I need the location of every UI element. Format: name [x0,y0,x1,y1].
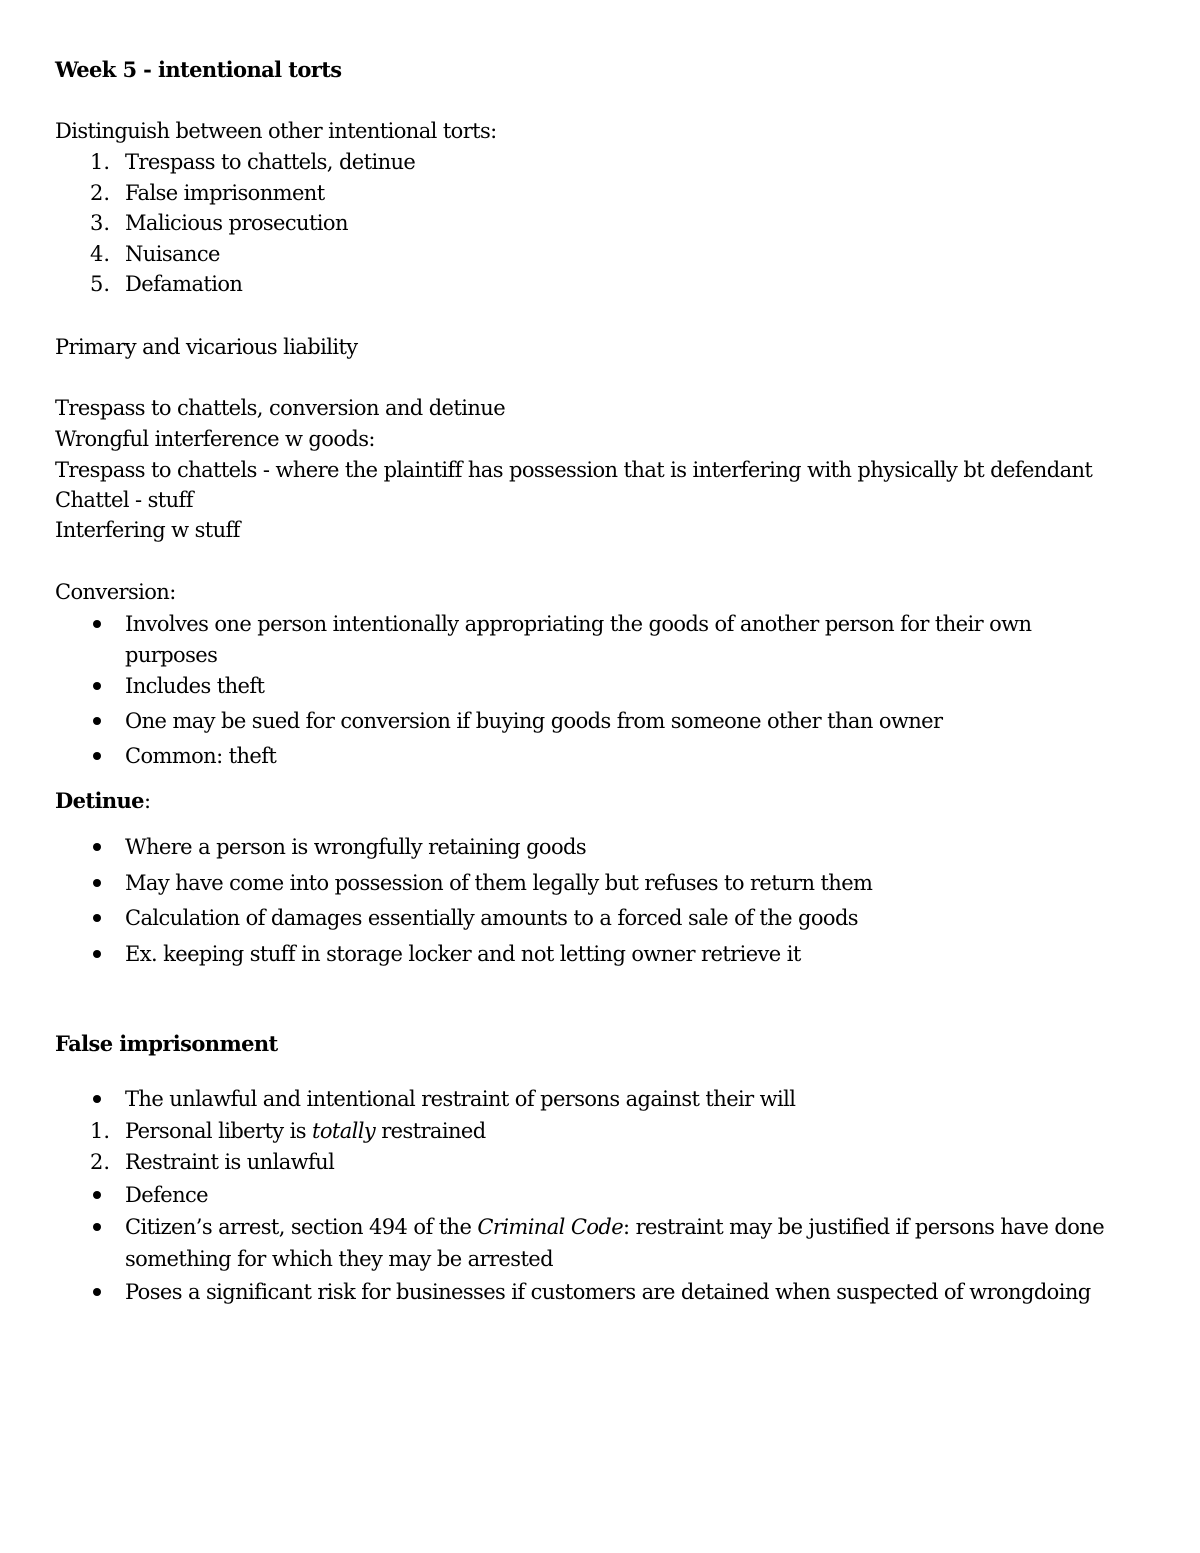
emphasis-text: totally [312,1119,376,1143]
list-item-text: May have come into possession of them legally but refuses to return them [125,871,873,895]
text-run: Personal liberty is [125,1119,312,1143]
list-number: 2. [89,181,110,205]
liability-line: Primary and vicarious liability [55,335,358,359]
bullet-icon [93,620,101,628]
list-number: 3. [89,211,110,235]
bullet-icon [93,950,101,958]
list-number: 1. [89,150,110,174]
conversion-heading: Conversion: [55,580,176,604]
list-item-text: Trespass to chattels, detinue [125,150,416,174]
bullet-icon [93,1223,101,1231]
list-number: 1. [89,1119,110,1143]
page-title: Week 5 - intentional torts [55,57,342,82]
detinue-heading [55,787,150,815]
detinue-heading-colon: : [143,789,151,813]
text-run: : restraint may be justified if persons have done [623,1215,1105,1239]
trespass-line: Wrongful interference w goods: [55,427,375,451]
list-item-text: Common: theft [125,744,277,768]
list-number: 2. [89,1150,110,1174]
list-item-text: Where a person is wrongfully retaining goods [125,835,587,859]
list-item-text: False imprisonment [125,181,325,205]
list-item-text: Includes theft [125,674,265,698]
list-item-text: Nuisance [125,242,220,266]
bullet-icon [93,1095,101,1103]
list-item-text: Restraint is unlawful [125,1150,335,1174]
bullet-icon [93,1191,101,1199]
list-item-text: Calculation of damages essentially amounts to a forced sale of the goods [125,906,858,930]
emphasis-text: Criminal Code [477,1215,624,1239]
list-item-text: Poses a significant risk for businesses if customers are detained when suspected of wrongdoing [125,1280,1091,1304]
list-item-text: Malicious prosecution [125,211,348,235]
list-item-text: The unlawful and intentional restraint of persons against their will [125,1087,796,1111]
list-number: 4. [89,242,110,266]
list-item-text [125,1213,1104,1241]
list-item-text: purposes [125,643,218,667]
bullet-icon [93,752,101,760]
bullet-icon [93,682,101,690]
bullet-icon [93,914,101,922]
list-item-text: Defence [125,1183,208,1207]
list-item-text: One may be sued for conversion if buying goods from someone other than owner [125,709,943,733]
false-imprisonment-heading: False imprisonment [55,1031,278,1056]
list-item-text: Defamation [125,272,243,296]
list-item-text: Ex. keeping stuff in storage locker and not letting owner retrieve it [125,942,801,966]
detinue-heading-text: Detinue [55,788,144,813]
list-item-text: Involves one person intentionally appropriating the goods of another person for their own [125,612,1032,636]
trespass-line: Trespass to chattels - where the plaintiff has possession that is interfering with physically bt defendant [55,458,1093,482]
list-item-text [125,1117,486,1145]
intro-heading: Distinguish between other intentional torts: [55,119,497,143]
bullet-icon [93,843,101,851]
trespass-line: Interfering w stuff [55,518,240,542]
trespass-line: Chattel - stuff [55,488,193,512]
trespass-line: Trespass to chattels, conversion and detinue [55,396,506,420]
text-run: restrained [375,1119,486,1143]
bullet-icon [93,879,101,887]
list-item-text: something for which they may be arrested [125,1247,553,1271]
list-number: 5. [89,272,110,296]
bullet-icon [93,717,101,725]
text-run: Citizen’s arrest, section 494 of the [125,1215,478,1239]
bullet-icon [93,1288,101,1296]
